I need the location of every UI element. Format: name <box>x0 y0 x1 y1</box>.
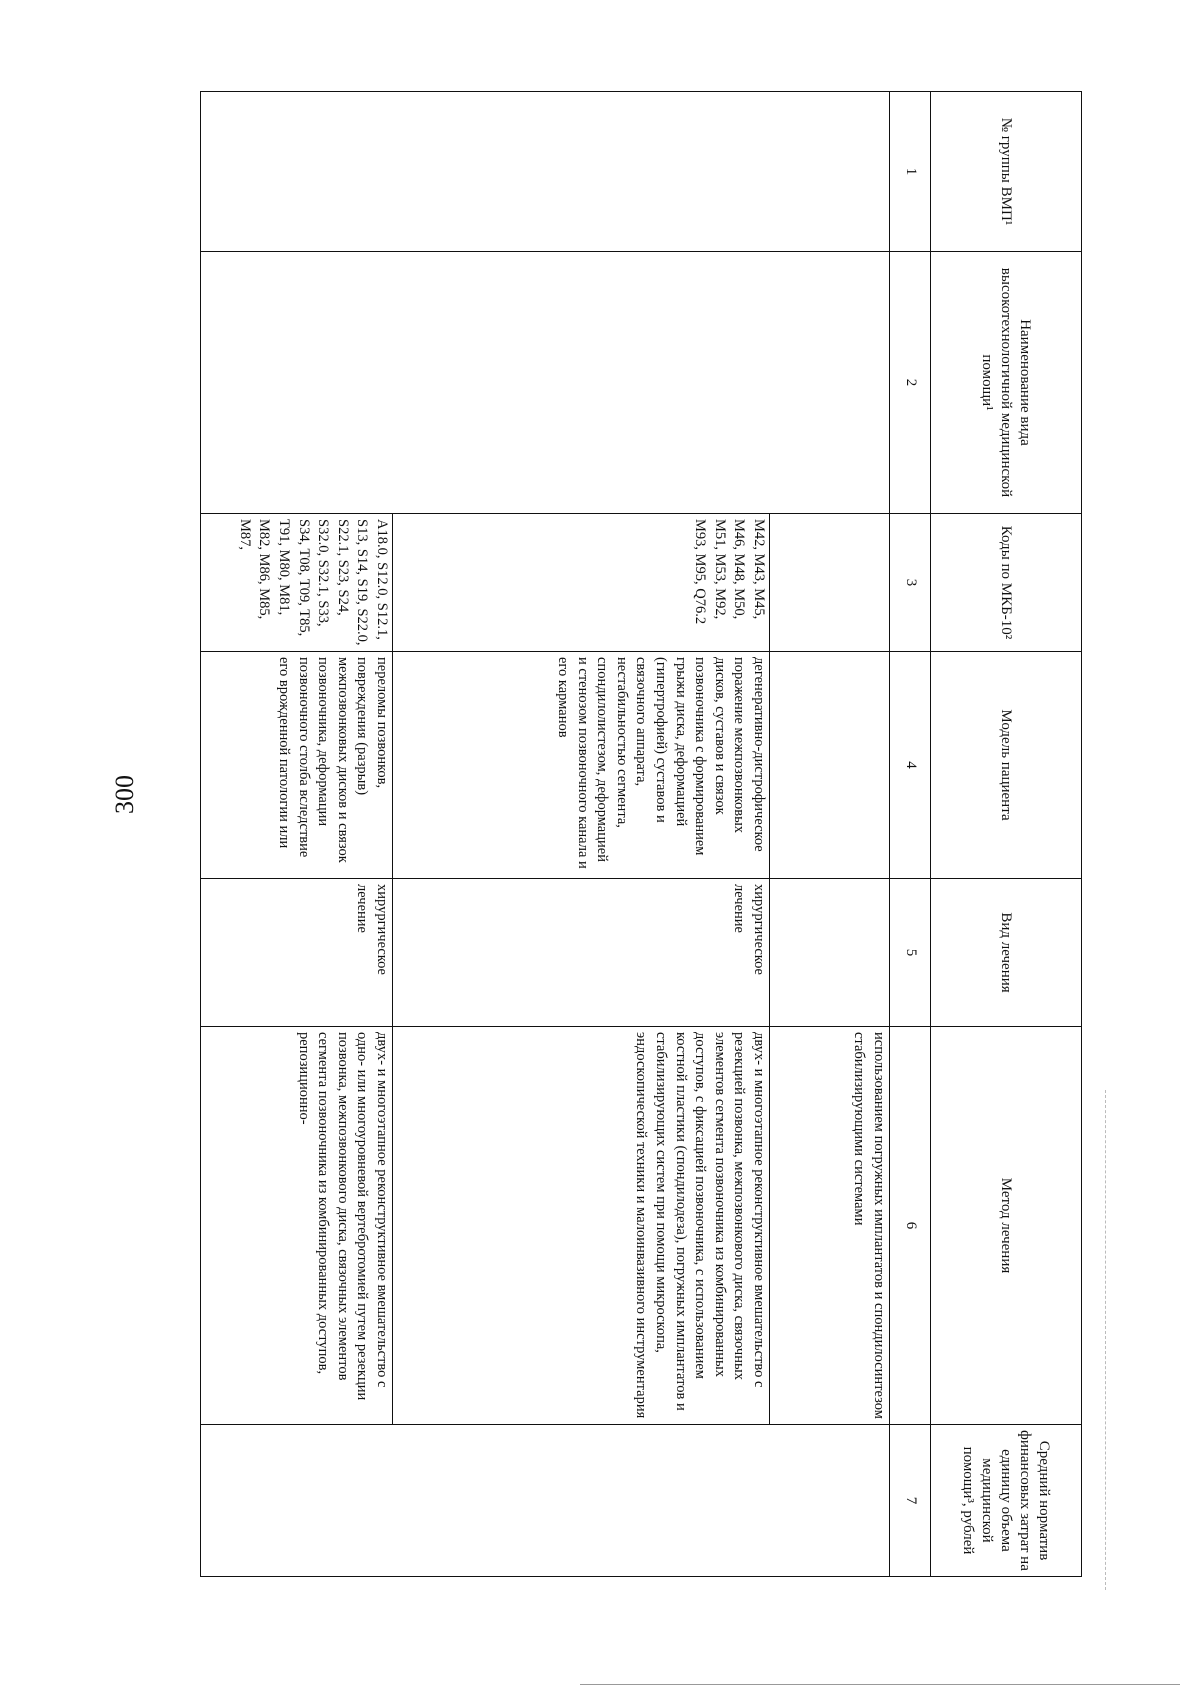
page-number: 300 <box>110 775 139 814</box>
cell-icd-codes: A18.0, S12.0, S12.1, S13, S14, S19, S22.0, S22.1, S23, S24, S32.0, S32.1, S33, S34, T08, T09, T85, T91, M80, M81, M82, M86, M85, M87, <box>201 514 393 652</box>
column-number: 5 <box>890 879 931 1027</box>
header-average-cost: Средний норматив финансовых затрат на единицу объема медицинской помощи³, рублей <box>931 1425 1082 1577</box>
scan-artifact-line <box>1105 1090 1107 1590</box>
column-number: 6 <box>890 1027 931 1425</box>
header-group-number: № группы ВМП¹ <box>931 92 1082 252</box>
column-number: 1 <box>890 92 931 252</box>
cell-icd-codes: M42, M43, M45, M46, M48, M50, M51, M53, M92, M93, M95, Q76.2 <box>393 514 770 652</box>
cell-treatment-type: хирургическое лечение <box>201 879 393 1027</box>
cell-treatment-method: двух- и многоэтапное реконструктивное вмешательство с резекцией позвонка, межпозвонкового диска, связочных элементов сегмента позвоночника из комбинированных доступов, с фиксацией позвоночника, с использованием костной пластики (спондилодеза), погружных имплантатов и стабилизирующих систем при помощи микроскопа, эндоскопической техники и малоинвазивного инструментария <box>393 1027 770 1425</box>
cell-treatment-type: хирургическое лечение <box>393 879 770 1027</box>
cell-treatment-type <box>770 879 890 1027</box>
header-treatment-method: Метод лечения <box>931 1027 1082 1425</box>
table-header-row <box>931 92 1082 1577</box>
rotated-table-wrapper <box>160 91 1082 1576</box>
cell-icd-codes <box>770 514 890 652</box>
vmp-table <box>200 91 1082 1577</box>
column-number: 4 <box>890 652 931 879</box>
cell-patient-model <box>770 652 890 879</box>
column-number: 3 <box>890 514 931 652</box>
header-treatment-type: Вид лечения <box>931 879 1082 1027</box>
column-number-row <box>890 92 931 1577</box>
cell-group-number <box>201 92 890 252</box>
header-patient-model: Модель пациента <box>931 652 1082 879</box>
cell-treatment-method: использованием погружных имплантатов и спондилосинтезом стабилизирующими системами <box>770 1027 890 1425</box>
cell-treatment-method: двух- и многоэтапное реконструктивное вмешательство с одно- или многоуровневой вертебротомией путем резекции позвонка, межпозвонкового диска, связочных элементов сегмента позвоночника из комбинированных доступов, репозиционно- <box>201 1027 393 1425</box>
cell-patient-model: переломы позвонков, повреждения (разрыв) межпозвонковых дисков и связок позвоночника, деформации позвоночного столба вследствие его врожденной патологии или <box>201 652 393 879</box>
scan-edge-line <box>580 1684 1180 1685</box>
header-vmp-name: Наименование вида высокотехнологичной медицинской помощи¹ <box>931 252 1082 514</box>
column-number: 7 <box>890 1425 931 1577</box>
header-icd-codes: Коды по МКБ-10² <box>931 514 1082 652</box>
cell-vmp-name <box>201 252 890 514</box>
cell-patient-model: дегенеративно-дистрофическое поражение межпозвонковых дисков, суставов и связок позвоночника с формированием грыжи диска, деформацией (гипертрофией) суставов и связочного аппарата, нестабильностью сегмента, спондилолистезом, деформацией и стенозом позвоночного канала и его карманов <box>393 652 770 879</box>
table-row <box>770 92 890 1577</box>
column-number: 2 <box>890 252 931 514</box>
cell-average-cost <box>201 1425 890 1577</box>
